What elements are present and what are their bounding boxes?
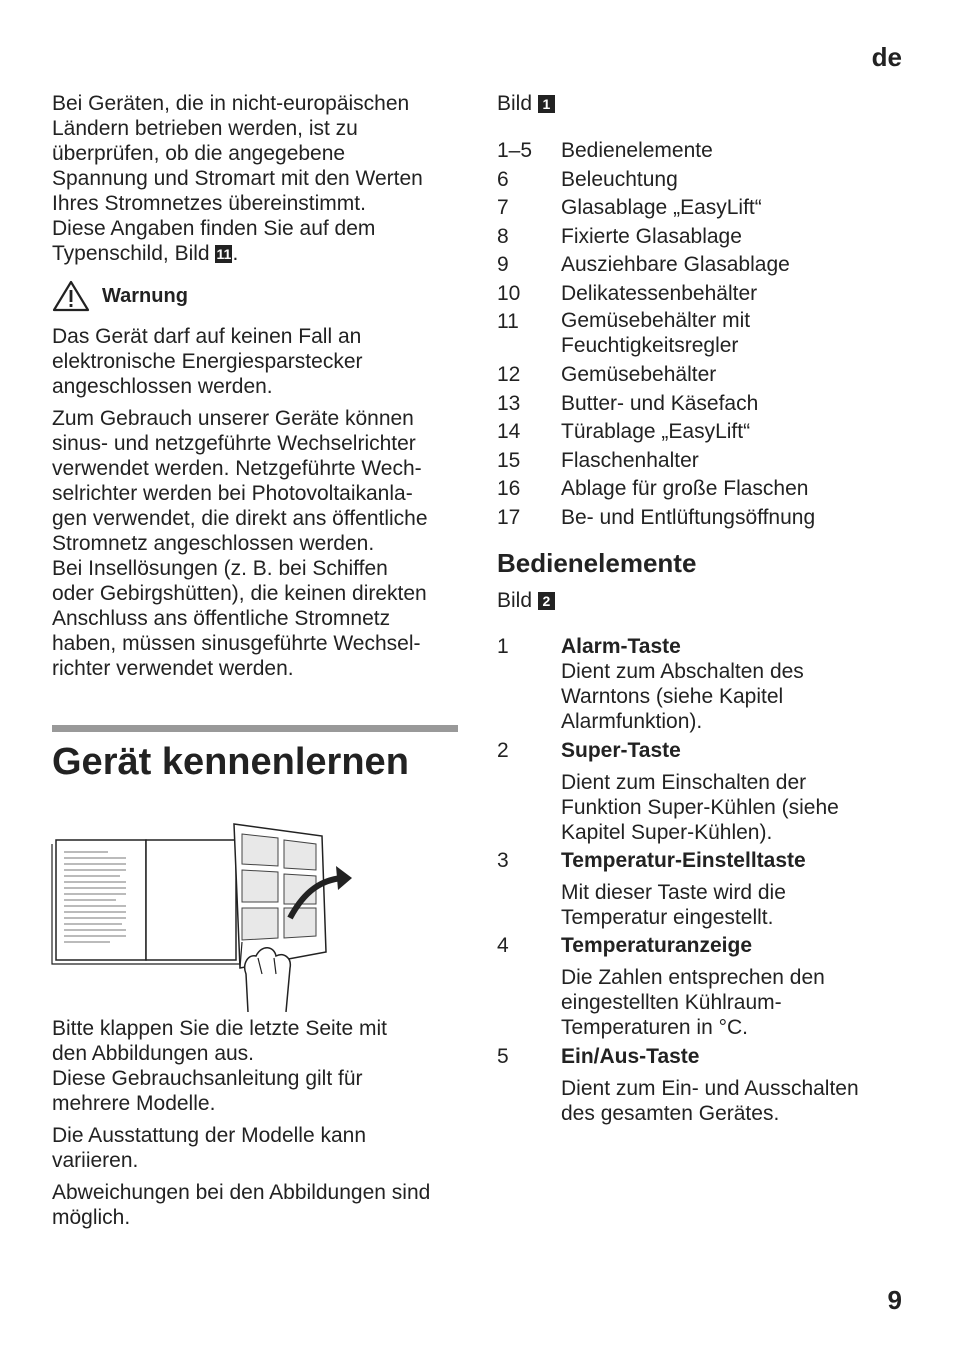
control-desc-line: Dient zum Ein- und Ausschalten [561,1077,859,1100]
intro-line: Bei Geräten, die in nicht-europäischen [52,92,410,115]
list-item [497,447,907,476]
item-label: Türablage „EasyLift“ [561,420,751,443]
list-item [497,223,907,252]
control-desc-line: Warntons (siehe Kapitel [561,685,784,708]
fold-line: mehrere Modelle. [52,1092,216,1115]
item-number: 10 [497,281,521,305]
fold-line: den Abbildungen aus. [52,1042,255,1065]
inverter-line: gen verwendet, die direkt ans öffentliche [52,507,428,530]
item-label: Fixierte Glasablage [561,224,742,248]
item-number: 2 [497,739,509,762]
warning-heading [52,280,462,312]
item-label: Flaschenhalter [561,448,699,472]
fold-line: Diese Gebrauchsanleitung gilt für [52,1067,363,1090]
list-item [497,504,907,533]
page-number: 9 [887,1285,902,1315]
intro-line: Ihres Stromnetzes übereinstimmt. [52,192,366,215]
control-desc-line: Funktion Super-Kühlen (siehe [561,796,839,819]
fold-line: Bitte klappen Sie die letzte Seite mit [52,1017,388,1040]
item-label: Ablage für große Flaschen [561,477,809,500]
equipment-line: variieren. [52,1149,139,1172]
inverter-line: Stromnetz angeschlossen werden. [52,532,375,555]
warning-line: angeschlossen werden. [52,375,273,398]
warning-line: elektronische Energiesparstecker [52,350,363,373]
intro-line-figure-ref [52,241,462,266]
control-desc-line: Kapitel Super-Kühlen). [561,821,773,844]
inverter-line: Anschluss ans öffentliche Stromnetz [52,607,391,630]
intro-line: überprüfen, ob die angegebene [52,142,346,165]
item-number: 1 [497,635,509,658]
control-item [497,1044,907,1126]
item-label: Beleuchtung [561,167,678,191]
inverter-line: Bei Insellösungen (z. B. bei Schiffen [52,557,388,580]
item-number: 12 [497,363,521,386]
list-item [497,308,907,361]
item-number: 1–5 [497,139,533,162]
control-desc-line: des gesamten Gerätes. [561,1102,780,1125]
warning-line: Das Gerät darf auf keinen Fall an [52,325,362,348]
figure-badge-2: 2 [538,592,555,610]
control-desc-line: Alarmfunktion). [561,710,703,733]
item-number: 7 [497,196,509,219]
item-label: Gemüsebehälter [561,363,717,386]
figure-2-ref [497,588,907,613]
figure-1-ref [497,91,907,116]
item-number: 4 [497,934,509,957]
item-label-line: Gemüsebehälter mit [561,309,751,332]
list-item [497,194,907,223]
item-number: 5 [497,1045,509,1068]
item-label: Glasablage „EasyLift“ [561,196,762,219]
item-number: 3 [497,849,509,872]
item-number: 6 [497,167,509,191]
control-title: Ein/Aus-Taste [561,1045,700,1068]
control-desc-line: Dient zum Abschalten des [561,660,804,683]
intro-text: Typenschild, Bild [52,242,210,265]
item-number: 11 [497,310,519,333]
intro-line: Diese Angaben finden Sie auf dem [52,217,376,240]
item-number: 9 [497,253,509,276]
figure-badge-11: 11 [216,246,232,262]
control-title: Temperatur-Einstelltaste [561,849,806,872]
deviation-line: möglich. [52,1206,131,1229]
item-number: 13 [497,391,521,415]
intro-line: Ländern betrieben werden, ist zu [52,117,358,140]
item-number: 14 [497,420,521,443]
list-item [497,361,907,390]
figure-label: Bild [497,92,533,115]
control-desc-line: Mit dieser Taste wird die [561,881,786,904]
figure-label: Bild [497,589,533,612]
warning-text [52,324,462,399]
inverter-line: Zum Gebrauch unserer Geräte können [52,407,414,430]
inverter-line: sinus- und netzgeführte Wechselrichter [52,432,416,455]
parts-list [497,137,907,532]
control-title: Temperaturanzeige [561,934,752,957]
control-desc-line: eingestellten Kühlraum- [561,991,782,1014]
list-item [497,137,907,166]
item-label: Be- und Entlüftungsöffnung [561,505,816,529]
control-desc-line: Temperaturen in °C. [561,1016,748,1039]
warning-triangle-icon [52,280,90,312]
list-item [497,475,907,504]
control-title: Super-Taste [561,739,681,762]
list-item [497,390,907,419]
item-number: 8 [497,224,509,248]
item-label: Butter- und Käsefach [561,391,759,415]
inverter-line: selrichter werden bei Photovoltaikanla- [52,482,413,505]
warning-label: Warnung [102,284,188,307]
item-number: 17 [497,505,521,529]
item-label [561,308,907,361]
item-label-line: Feuchtigkeitsregler [561,334,739,357]
controls-heading: Bedienelemente [497,548,697,578]
inverter-line: oder Gebirgshütten), die keinen direkten [52,582,427,605]
item-label: Delikatessenbehälter [561,281,758,305]
item-number: 15 [497,448,521,472]
fold-out-page-illustration [50,818,360,1012]
control-item [497,738,907,845]
control-desc-line: Temperatur eingestellt. [561,906,774,929]
inverter-paragraph [52,406,462,681]
section-title: Gerät kennenlernen [52,741,409,783]
list-item [497,418,907,447]
language-code: de [871,42,902,72]
control-desc-line: Dient zum Einschalten der [561,771,807,794]
deviation-line: Abweichungen bei den Abbildungen sind [52,1181,431,1204]
intro-paragraph [52,91,462,266]
inverter-line: richter verwendet werden. [52,657,294,680]
fold-out-paragraph [52,1016,462,1116]
list-item [497,166,907,195]
figure-badge-1: 1 [538,95,555,113]
section-rule [52,725,458,732]
deviation-paragraph [52,1180,462,1230]
control-desc-line: Die Zahlen entsprechen den [561,966,825,989]
control-item [497,634,907,734]
list-item [497,251,907,280]
inverter-line: haben, müssen sinusgeführte Wechsel- [52,632,421,655]
intro-end: . [232,242,239,265]
intro-line: Spannung und Stromart mit den Werten [52,167,423,190]
item-number: 16 [497,477,521,500]
control-title: Alarm-Taste [561,635,681,658]
inverter-line: verwendet werden. Netzgeführte Wech- [52,457,422,480]
item-label: Bedienelemente [561,139,713,162]
control-item [497,848,907,930]
item-label: Ausziehbare Glasablage [561,253,790,276]
equipment-paragraph [52,1123,462,1173]
equipment-line: Die Ausstattung der Modelle kann [52,1124,367,1147]
control-item [497,933,907,1040]
list-item [497,280,907,309]
